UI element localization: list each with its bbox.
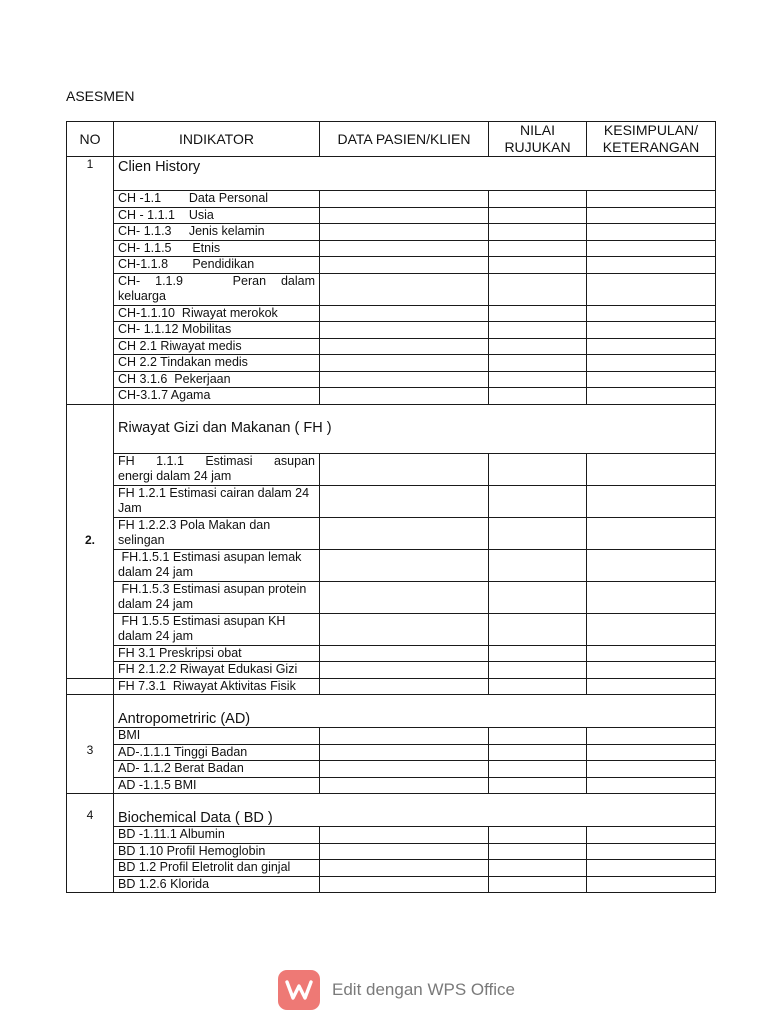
table-row [67,191,716,208]
indicator-cell: BD 1.2.6 Klorida [114,876,320,893]
document-title: ASESMEN [66,88,135,104]
indicator-cell: CH- 1.1.3 Jenis kelamin [114,224,320,241]
table-row [67,322,716,339]
indicator-cell: FH 3.1 Preskripsi obat [114,645,320,662]
indicator-cell: CH-1.1.8 Pendidikan [114,257,320,274]
wps-edit-link[interactable]: Edit dengan WPS Office [332,980,516,999]
header-no: NO [67,122,114,157]
table-row [67,645,716,662]
indicator-cell: FH.1.5.1 Estimasi asupan lemak dalam 24 jam [114,549,320,581]
table-row [67,355,716,372]
section-title-fh: Riwayat Gizi dan Makanan ( FH ) [114,404,716,453]
section-title-bd: Biochemical Data ( BD ) [114,794,716,827]
table-row [67,517,716,549]
header-indikator: INDIKATOR [114,122,320,157]
indicator-cell: BMI [114,728,320,745]
header-nilai-rujukan: NILAI RUJUKAN [489,122,587,157]
table-row [67,240,716,257]
indicator-cell: FH 1.2.1 Estimasi cairan dalam 24 Jam [114,485,320,517]
section-no-fh: 2. [67,404,114,678]
indicator-cell: FH 1.1.1 Estimasi asupan energi dalam 24 jam [114,453,320,485]
table-row [67,613,716,645]
table-row [67,338,716,355]
table-row [67,843,716,860]
table-row [67,761,716,778]
section-row-ad [67,695,716,728]
indicator-cell: CH 2.1 Riwayat medis [114,338,320,355]
assessment-table [66,121,716,893]
indicator-cell: FH 1.5.5 Estimasi asupan KH dalam 24 jam [114,613,320,645]
indicator-cell: CH 3.1.6 Pekerjaan [114,371,320,388]
table-row [67,485,716,517]
table-row [67,549,716,581]
table-row [67,388,716,405]
table-row [67,257,716,274]
indicator-cell: CH-3.1.7 Agama [114,388,320,405]
header-row [67,122,716,157]
table-row [67,662,716,679]
section-title-ad: Antropometriric (AD) [114,695,716,728]
section-title-ch: Clien History [114,157,716,191]
indicator-cell: CH-1.1.10 Riwayat merokok [114,305,320,322]
section-no-ad: 3 [67,695,114,794]
table-row [67,777,716,794]
table-row [67,860,716,877]
table-row [67,224,716,241]
section-row-ch [67,157,716,191]
table-row [67,876,716,893]
table-row [67,273,716,305]
wps-office-icon[interactable] [278,970,320,1010]
indicator-cell: FH 1.2.2.3 Pola Makan dan selingan [114,517,320,549]
indicator-cell: FH 7.3.1 Riwayat Aktivitas Fisik [114,678,320,695]
table-row [67,744,716,761]
table-row [67,305,716,322]
table-row [67,453,716,485]
table-row [67,827,716,844]
indicator-cell: CH- 1.1.5 Etnis [114,240,320,257]
table-row [67,678,716,695]
indicator-cell: AD- 1.1.2 Berat Badan [114,761,320,778]
section-row-fh [67,404,716,453]
indicator-cell: CH 2.2 Tindakan medis [114,355,320,372]
indicator-cell: BD 1.2 Profil Eletrolit dan ginjal [114,860,320,877]
section-no-ch: 1 [67,157,114,405]
header-data-pasien: DATA PASIEN/KLIEN [320,122,489,157]
section-no-bd: 4 [67,794,114,893]
indicator-cell: CH - 1.1.1 Usia [114,207,320,224]
indicator-cell: CH- 1.1.12 Mobilitas [114,322,320,339]
indicator-cell: CH- 1.1.9 Peran dalam keluarga [114,273,320,305]
header-kesimpulan: KESIMPULAN/ KETERANGAN [587,122,716,157]
indicator-cell: AD -1.1.5 BMI [114,777,320,794]
indicator-cell: FH.1.5.3 Estimasi asupan protein dalam 24 jam [114,581,320,613]
indicator-cell: BD 1.10 Profil Hemoglobin [114,843,320,860]
table-row [67,728,716,745]
table-row [67,581,716,613]
indicator-cell: CH -1.1 Data Personal [114,191,320,208]
table-row [67,207,716,224]
table-row [67,371,716,388]
indicator-cell: AD-.1.1.1 Tinggi Badan [114,744,320,761]
wps-w-glyph-icon [285,979,313,1001]
indicator-cell: FH 2.1.2.2 Riwayat Edukasi Gizi [114,662,320,679]
indicator-cell: BD -1.11.1 Albumin [114,827,320,844]
section-row-bd [67,794,716,827]
